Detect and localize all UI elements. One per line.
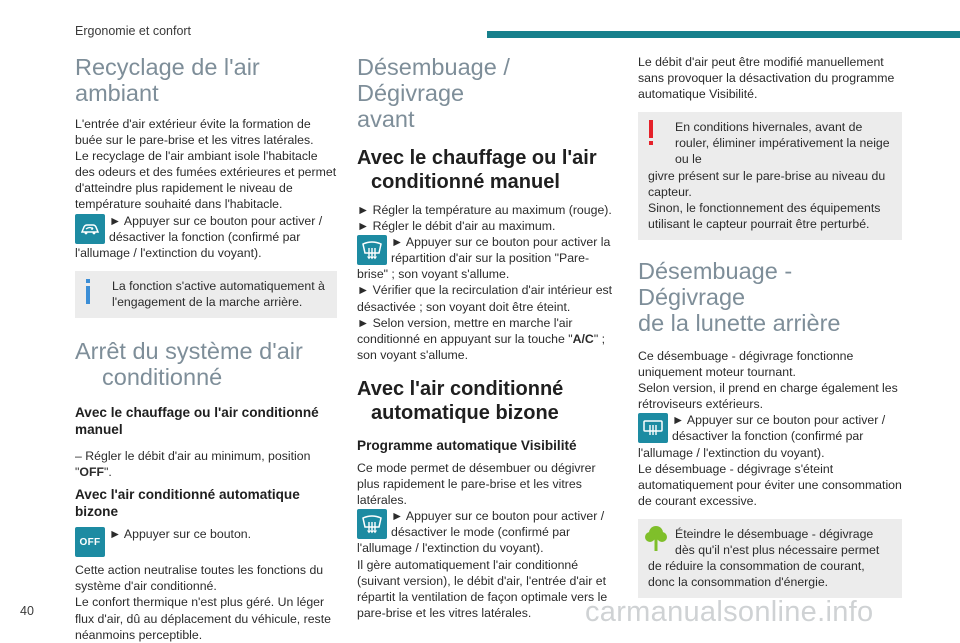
visibility-button-icon[interactable] <box>357 509 387 539</box>
desembuage-avant-title <box>357 54 621 132</box>
eco-note-rest: de réduire la consommation de courant, donc la consommation d'énergie. <box>648 559 865 590</box>
windscreen-demist-icon <box>361 240 383 260</box>
warning-note-paragraph-2: Sinon, le fonctionnement des équipements utilisant le capteur pourrait être perturbé. <box>648 200 881 231</box>
column-2 <box>357 54 621 621</box>
rear-demist-title <box>638 258 902 336</box>
arret-subtitle-manual: Avec le chauffage ou l'air conditionné manuel <box>75 405 319 438</box>
car-recirculation-icon <box>79 221 101 237</box>
col3-paragraph-1: Le débit d'air peut être modifié manuellement sans provoquer la désactivation du programme automatique Visibilité. <box>638 55 895 102</box>
recirculation-button-icon[interactable] <box>75 214 105 244</box>
manual-subtitle <box>357 146 621 194</box>
off-button-instruction <box>75 526 337 558</box>
off-button-icon[interactable] <box>75 527 105 557</box>
arret-paragraph-1: Cette action neutralise toutes les fonctions du système d'air conditionné. <box>75 563 324 594</box>
manual-step-2: ► Régler le débit d'air au maximum. <box>357 219 556 234</box>
auto-paragraph-1: Ce mode permet de désembuer ou dégivrer plus rapidement le pare-brise et les vitres latérales. <box>357 460 596 508</box>
manual-subtitle-line1: Avec le chauffage ou l'air <box>357 147 597 169</box>
section-label: Ergonomie et confort <box>75 24 192 38</box>
off-button-label: OFF <box>79 536 101 548</box>
auto-subtitle <box>357 377 621 425</box>
recyclage-paragraph-1: L'entrée d'air extérieur évite la formation de buée sur le pare-brise et les vitres latérales. <box>75 117 314 148</box>
windscreen-demist-icon <box>361 514 383 534</box>
rear-demist-title-line1: Désembuage - Dégivrage <box>638 257 793 310</box>
arret-title-line1: Arrêt du système d'air <box>75 338 303 365</box>
arret-subtitle-auto: Avec l'air conditionné automatique bizone <box>75 487 300 520</box>
visibility-button-text: ► Appuyer sur ce bouton pour activer / désactiver le mode (confirmé par <box>391 509 605 540</box>
recyclage-title-line1: Recyclage de l'air <box>75 54 260 80</box>
arret-title-line2: conditionné <box>102 364 223 391</box>
windscreen-button-text-rest: brise" ; son voyant s'allume. <box>357 267 510 282</box>
manual-step-4: ► Selon version, mettre en marche l'air conditionné en appuyant sur la touche "A/C" ; son voyant s'allume. <box>357 315 606 362</box>
info-note-line2: l'engagement de la marche arrière. <box>112 294 303 309</box>
auto-subtitle-line1: Avec l'air conditionné <box>357 377 564 400</box>
rear-demist-button-text-rest: l'allumage / l'extinction du voyant). <box>638 445 825 460</box>
page-number: 40 <box>20 604 34 618</box>
off-button-text: ► Appuyer sur ce bouton. <box>109 527 252 542</box>
recyclage-title <box>75 54 337 106</box>
watermark: carmanualsonline.info <box>585 596 874 628</box>
info-icon <box>83 277 93 307</box>
column-3 <box>638 54 902 598</box>
recirculation-button-instruction <box>75 213 337 245</box>
rear-demist-button-icon[interactable] <box>638 413 668 443</box>
windscreen-button-instruction <box>357 234 621 266</box>
recirculation-button-text-rest: l'allumage / l'extinction du voyant). <box>75 245 262 260</box>
info-note <box>75 271 337 318</box>
arret-step: – Régler le débit d'air au minimum, position "OFF". <box>75 449 311 480</box>
rear-demist-button-text: ► Appuyer sur ce bouton pour activer / désactiver la fonction (confirmé par <box>672 413 886 444</box>
warning-note-first: En conditions hivernales, avant de rouler, éliminer impérativement la neige ou le <box>675 120 890 167</box>
rear-paragraph-1: Ce désembuage - dégivrage fonctionne uniquement moteur tournant. <box>638 348 854 380</box>
windscreen-button-text: ► Appuyer sur ce bouton pour activer la répartition d'air sur la position "Pare- <box>391 235 611 266</box>
manual-step-1: ► Régler la température au maximum (rouge). <box>357 203 612 217</box>
arret-paragraph-2: Le confort thermique n'est plus géré. Un léger flux d'air, dû au déplacement du véhicule, reste néanmoins perceptible. <box>75 595 331 642</box>
rear-demist-title-line2: de la lunette arrière <box>638 309 841 336</box>
eco-tree-icon <box>644 524 668 554</box>
eco-note <box>638 519 902 598</box>
rear-window-demist-icon <box>642 419 664 437</box>
manual-step-3: ► Vérifier que la recirculation d'air intérieur est désactivée ; son voyant doit être éteint. <box>357 283 613 314</box>
warning-note-rest: givre présent sur le pare-brise au niveau du capteur. <box>648 168 886 199</box>
visibility-button-instruction <box>357 508 621 540</box>
arret-title <box>75 338 337 390</box>
header-accent-bar <box>487 31 960 38</box>
eco-note-first: Éteindre le désembuage - dégivrage dès qu'il n'est plus nécessaire permet <box>675 526 880 557</box>
visibility-program-title: Programme automatique Visibilité <box>357 437 577 453</box>
rear-paragraph-2: Selon version, il prend en charge également les rétroviseurs extérieurs. <box>638 381 898 412</box>
recirculation-button-text: ► Appuyer sur ce bouton pour activer / désactiver la fonction (confirmé par <box>109 213 323 244</box>
rear-paragraph-3: Le désembuage - dégivrage s'éteint automatiquement pour éviter une consommation de courant excessive. <box>638 461 902 508</box>
recyclage-paragraph-2: Le recyclage de l'air ambiant isole l'habitacle des odeurs et des fumées extérieures et permet d'atteindre plus rapidement le niveau de température souhaité dans l'habitacle. <box>75 149 337 212</box>
warning-note <box>638 112 902 240</box>
auto-paragraph-2: Il gère automatiquement l'air conditionné (suivant version), le débit d'air, l'entrée d'air et répartit la ventilation de façon optimale vers le pare-brise et les vitres latérales. <box>357 557 608 620</box>
visibility-button-text-rest: l'allumage / l'extinction du voyant). <box>357 541 544 556</box>
desembuage-avant-title-line2: avant <box>357 106 415 132</box>
column-1 <box>75 54 337 643</box>
auto-subtitle-line2: automatique bizone <box>371 401 559 424</box>
info-note-line1: La fonction s'active automatiquement à <box>112 278 325 293</box>
desembuage-avant-title-line1: Désembuage / Dégivrage <box>357 54 510 106</box>
warning-icon <box>646 118 656 148</box>
manual-subtitle-line2: conditionné manuel <box>371 171 560 193</box>
windscreen-button-icon[interactable] <box>357 235 387 265</box>
rear-demist-button-instruction <box>638 412 902 444</box>
recyclage-title-line2: ambiant <box>75 80 159 106</box>
